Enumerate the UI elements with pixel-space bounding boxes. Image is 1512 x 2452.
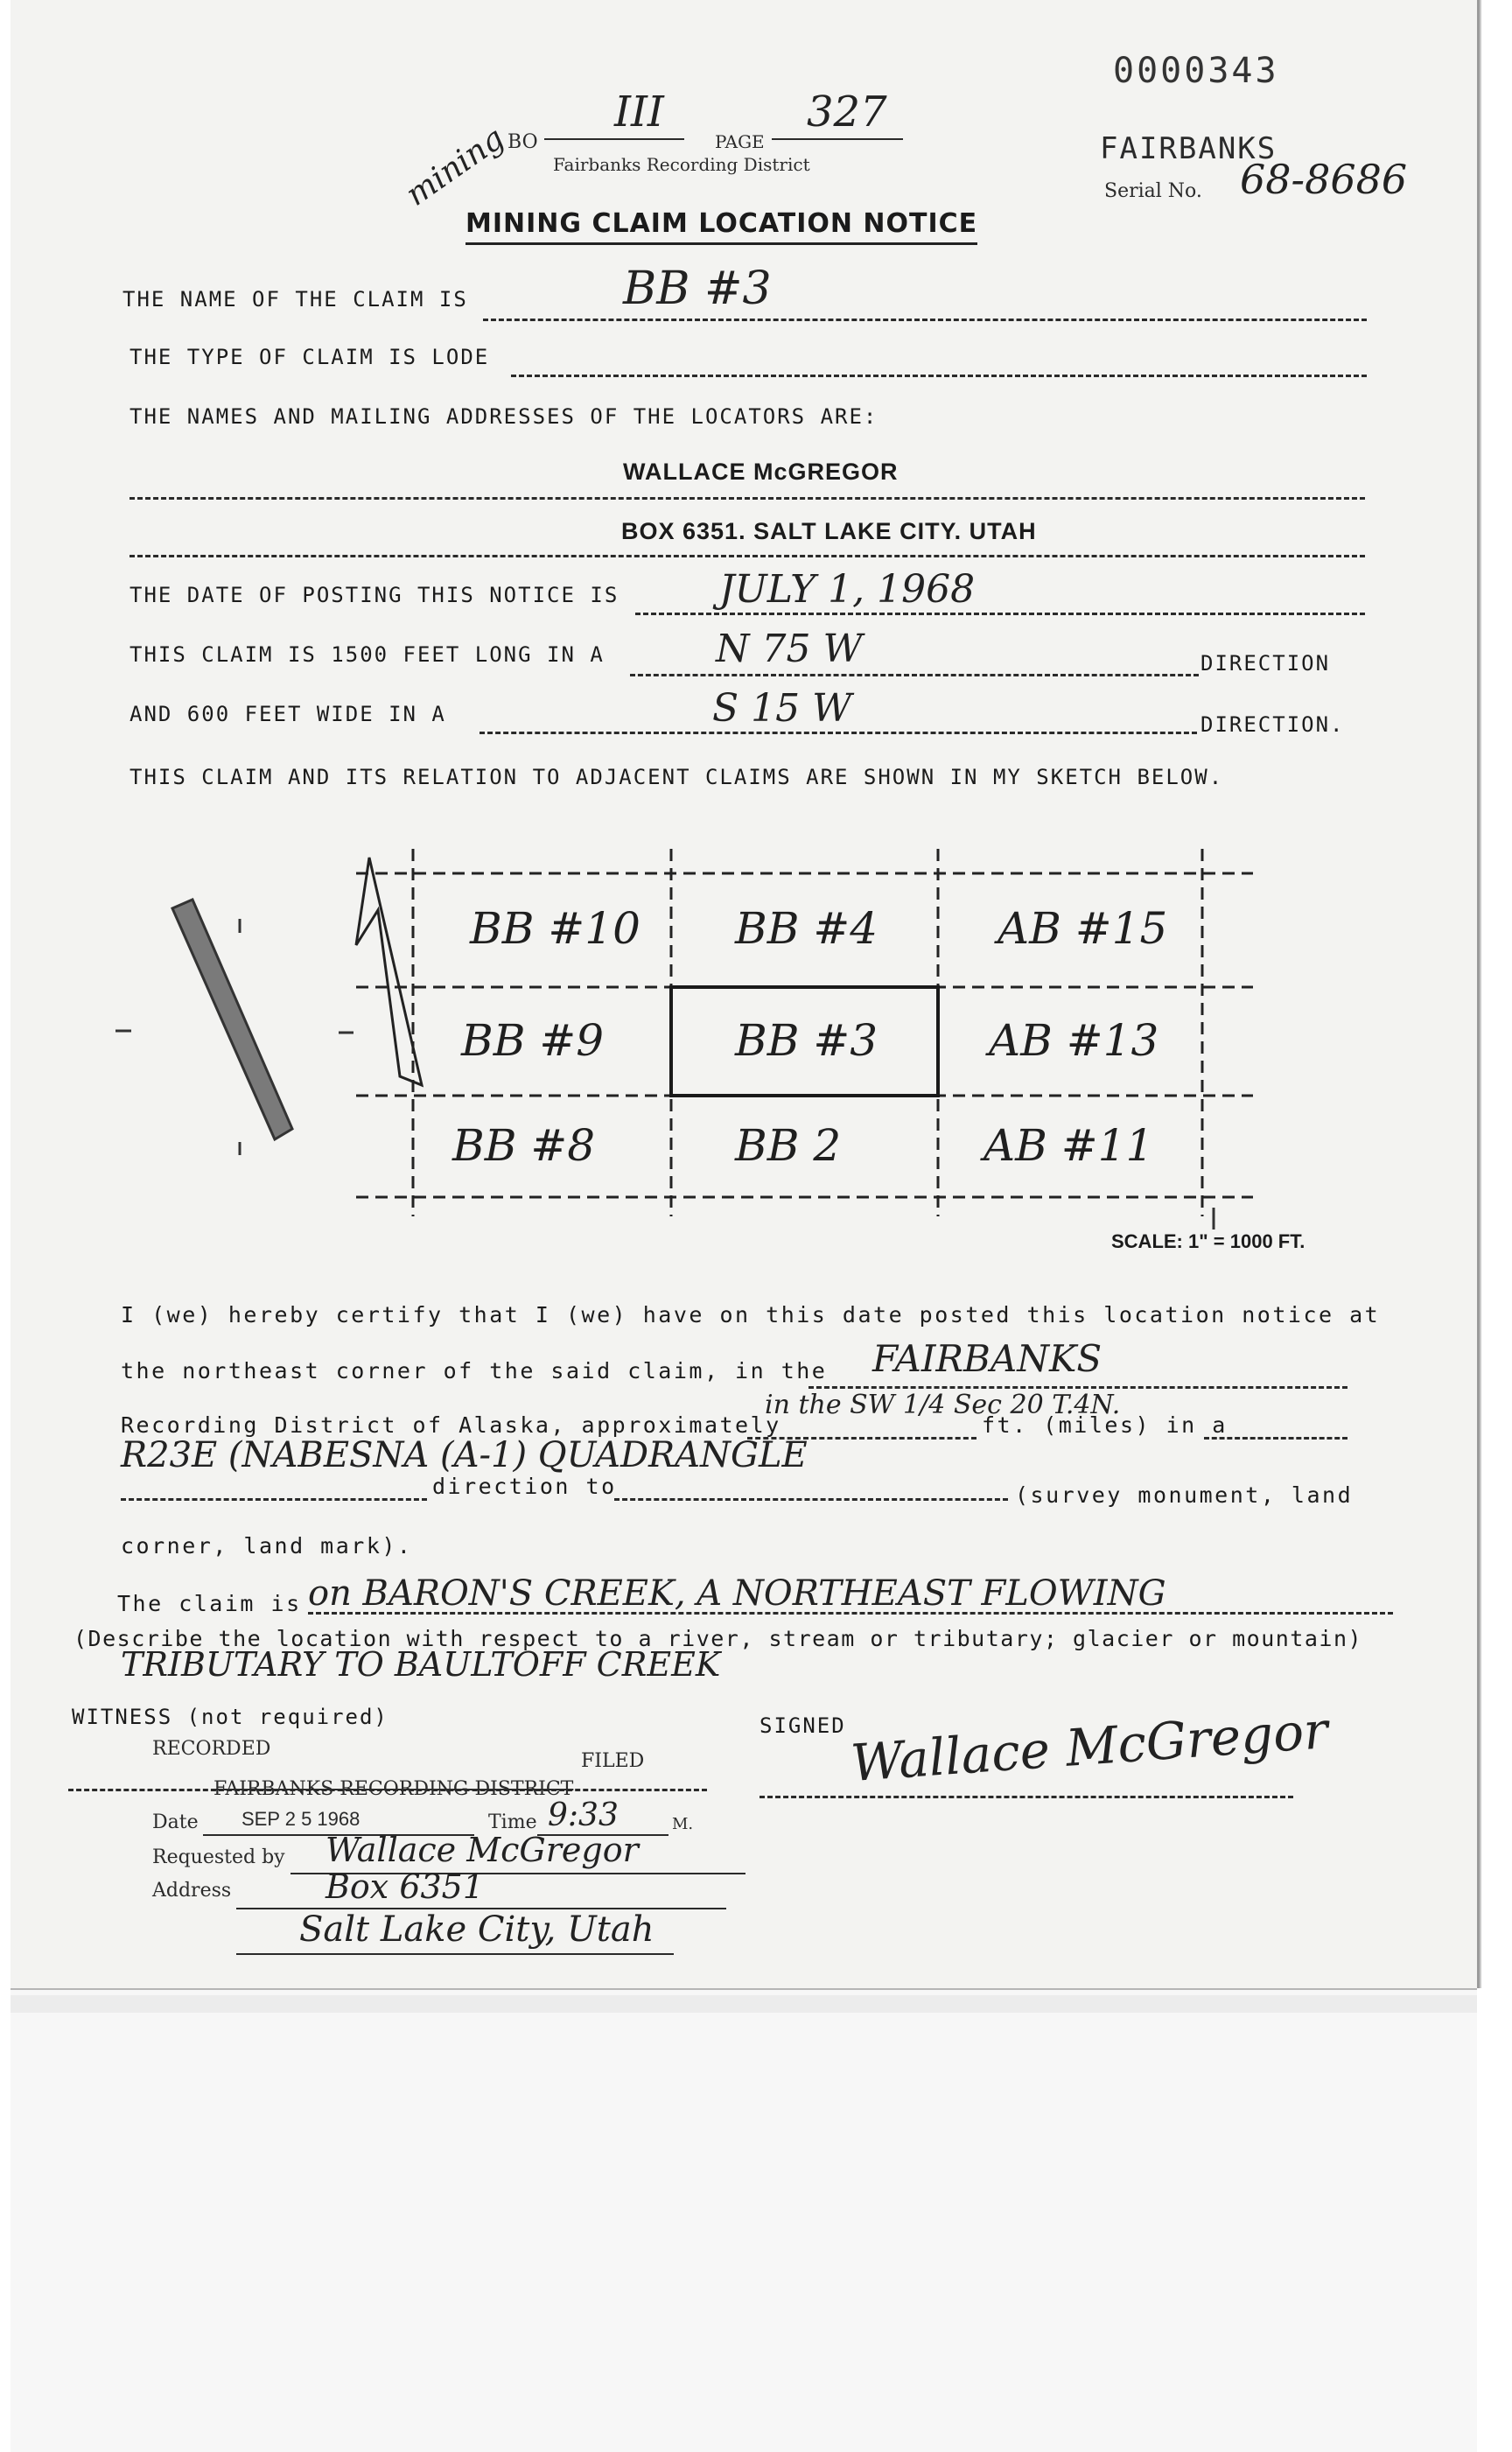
certify-line-4: direction to xyxy=(432,1474,617,1499)
signature-line xyxy=(760,1796,1293,1798)
document-sheet xyxy=(10,0,1480,1988)
page-margin-lower xyxy=(10,1988,1477,2452)
requested-label: Requested by xyxy=(152,1846,285,1868)
sketch-cell-r2c1: BB #9 xyxy=(461,1015,605,1066)
date-line xyxy=(635,613,1365,615)
serial-label: Serial No. xyxy=(1104,180,1202,202)
date-value: JULY 1, 1968 xyxy=(719,567,976,612)
claim-name-line xyxy=(483,319,1367,321)
certify-line-3-note: in the SW 1/4 Sec 20 T.4N. xyxy=(765,1390,1121,1420)
sketch-label: THIS CLAIM AND ITS RELATION TO ADJACENT CLAIMS ARE SHOWN IN MY SKETCH BELOW. xyxy=(130,765,1224,789)
claim-name-value: BB #3 xyxy=(623,263,772,315)
sketch-cell-r2c2: BB #3 xyxy=(735,1015,878,1066)
page-underline xyxy=(772,138,903,140)
direction-to-line-a xyxy=(121,1498,427,1501)
vein-mark xyxy=(172,900,292,1139)
address-label: Address xyxy=(152,1880,232,1902)
locator-line-1 xyxy=(130,497,1365,500)
sketch-cell-r1c2: BB #4 xyxy=(735,903,878,954)
locator-line-2 xyxy=(130,555,1365,557)
claim-type-label: THE TYPE OF CLAIM IS LODE xyxy=(130,345,490,369)
address-underline-2 xyxy=(236,1953,674,1955)
width-line xyxy=(480,732,1197,734)
footer-date-label: Date xyxy=(152,1811,199,1833)
claim-name-label: THE NAME OF THE CLAIM IS xyxy=(122,287,468,312)
document-number: 0000343 xyxy=(1113,51,1279,91)
serial-number: 68-8686 xyxy=(1240,156,1408,203)
claim-type-line xyxy=(511,375,1367,377)
locator-name: WALLACE McGREGOR xyxy=(623,459,899,485)
page-label: PAGE xyxy=(715,131,765,152)
sketch-cell-r3c3: AB #11 xyxy=(984,1120,1154,1171)
sketch-cell-r1c1: BB #10 xyxy=(470,903,640,954)
width-label: AND 600 FEET WIDE IN A xyxy=(130,702,446,726)
page-fold xyxy=(10,1995,1477,2013)
claim-is-label: The claim is xyxy=(117,1591,302,1616)
recording-office: Fairbanks Recording District xyxy=(553,154,810,175)
date-label: THE DATE OF POSTING THIS NOTICE IS xyxy=(130,583,620,607)
book-label: BO xyxy=(508,131,538,153)
page-number: 327 xyxy=(807,88,887,137)
footer-time-label: Time xyxy=(488,1811,537,1833)
direction-to-line-b xyxy=(614,1498,1008,1501)
certify-line-5: corner, land mark). xyxy=(121,1533,413,1559)
recording-district-stamp: FAIRBANKS RECORDING DISTRICT xyxy=(214,1778,574,1800)
filed-label: FILED xyxy=(581,1750,645,1772)
certify-line-1: I (we) hereby certify that I (we) have on this date posted this location notice at xyxy=(121,1302,1381,1328)
signature: Wallace McGregor xyxy=(849,1700,1330,1793)
district-stamp: FAIRBANKS xyxy=(1100,131,1278,166)
length-direction: N 75 W xyxy=(716,627,863,671)
direction-label-2: DIRECTION. xyxy=(1200,712,1345,737)
footer-time-value: 9:33 xyxy=(548,1797,619,1833)
width-direction: S 15 W xyxy=(712,686,852,731)
claim-is-line xyxy=(308,1612,1393,1615)
signed-label: SIGNED xyxy=(760,1713,846,1738)
approx-dir-line xyxy=(1204,1437,1348,1440)
sketch-cell-r3c1: BB #8 xyxy=(452,1120,596,1171)
certify-line-4-end: (survey monument, land xyxy=(1015,1482,1354,1508)
direction-label-1: DIRECTION xyxy=(1200,651,1331,676)
footer-date-value: SEP 2 5 1968 xyxy=(242,1808,360,1830)
sketch-scale: SCALE: 1" = 1000 FT. xyxy=(1111,1230,1306,1252)
sketch-cell-r1c3: AB #15 xyxy=(998,903,1168,954)
district-line xyxy=(808,1386,1348,1389)
address-line-2: Salt Lake City, Utah xyxy=(299,1909,654,1950)
certify-line-2: the northeast corner of the said claim, in the xyxy=(121,1358,828,1384)
locator-address: BOX 6351. SALT LAKE CITY. UTAH xyxy=(621,518,1037,544)
requested-value: Wallace McGregor xyxy=(326,1831,639,1869)
certify-line-3-end: ft. (miles) in a xyxy=(982,1412,1228,1438)
address-line-1: Box 6351 xyxy=(326,1867,485,1906)
length-line xyxy=(630,674,1199,676)
book-number: III xyxy=(614,88,664,137)
certify-line-4-hand: R23E (NABESNA (A-1) QUADRANGLE xyxy=(121,1435,808,1475)
length-label: THIS CLAIM IS 1500 FEET LONG IN A xyxy=(130,642,605,667)
sketch-cell-r3c2: BB 2 xyxy=(735,1120,842,1171)
describe-hand: TRIBUTARY TO BAULTOFF CREEK xyxy=(121,1645,721,1684)
book-underline xyxy=(544,138,684,140)
describe-instruction: (Describe the location with respect to a river, stream or tributary; glacier or mountain) xyxy=(74,1626,1363,1651)
mining-note: mining xyxy=(399,120,511,214)
certify-line-3: Recording District of Alaska, approximately xyxy=(121,1412,781,1438)
recorded-label: RECORDED xyxy=(152,1738,271,1760)
locators-label: THE NAMES AND MAILING ADDRESSES OF THE LOCATORS ARE: xyxy=(130,404,878,429)
witness-label: WITNESS (not required) xyxy=(72,1705,388,1729)
claim-is-value: on BARON'S CREEK, A NORTHEAST FLOWING xyxy=(308,1573,1166,1614)
certify-district: FAIRBANKS xyxy=(872,1337,1102,1380)
sketch-cell-r2c3: AB #13 xyxy=(989,1015,1159,1066)
footer-time-suffix: M. xyxy=(672,1815,694,1833)
page-title: MINING CLAIM LOCATION NOTICE xyxy=(466,208,977,245)
